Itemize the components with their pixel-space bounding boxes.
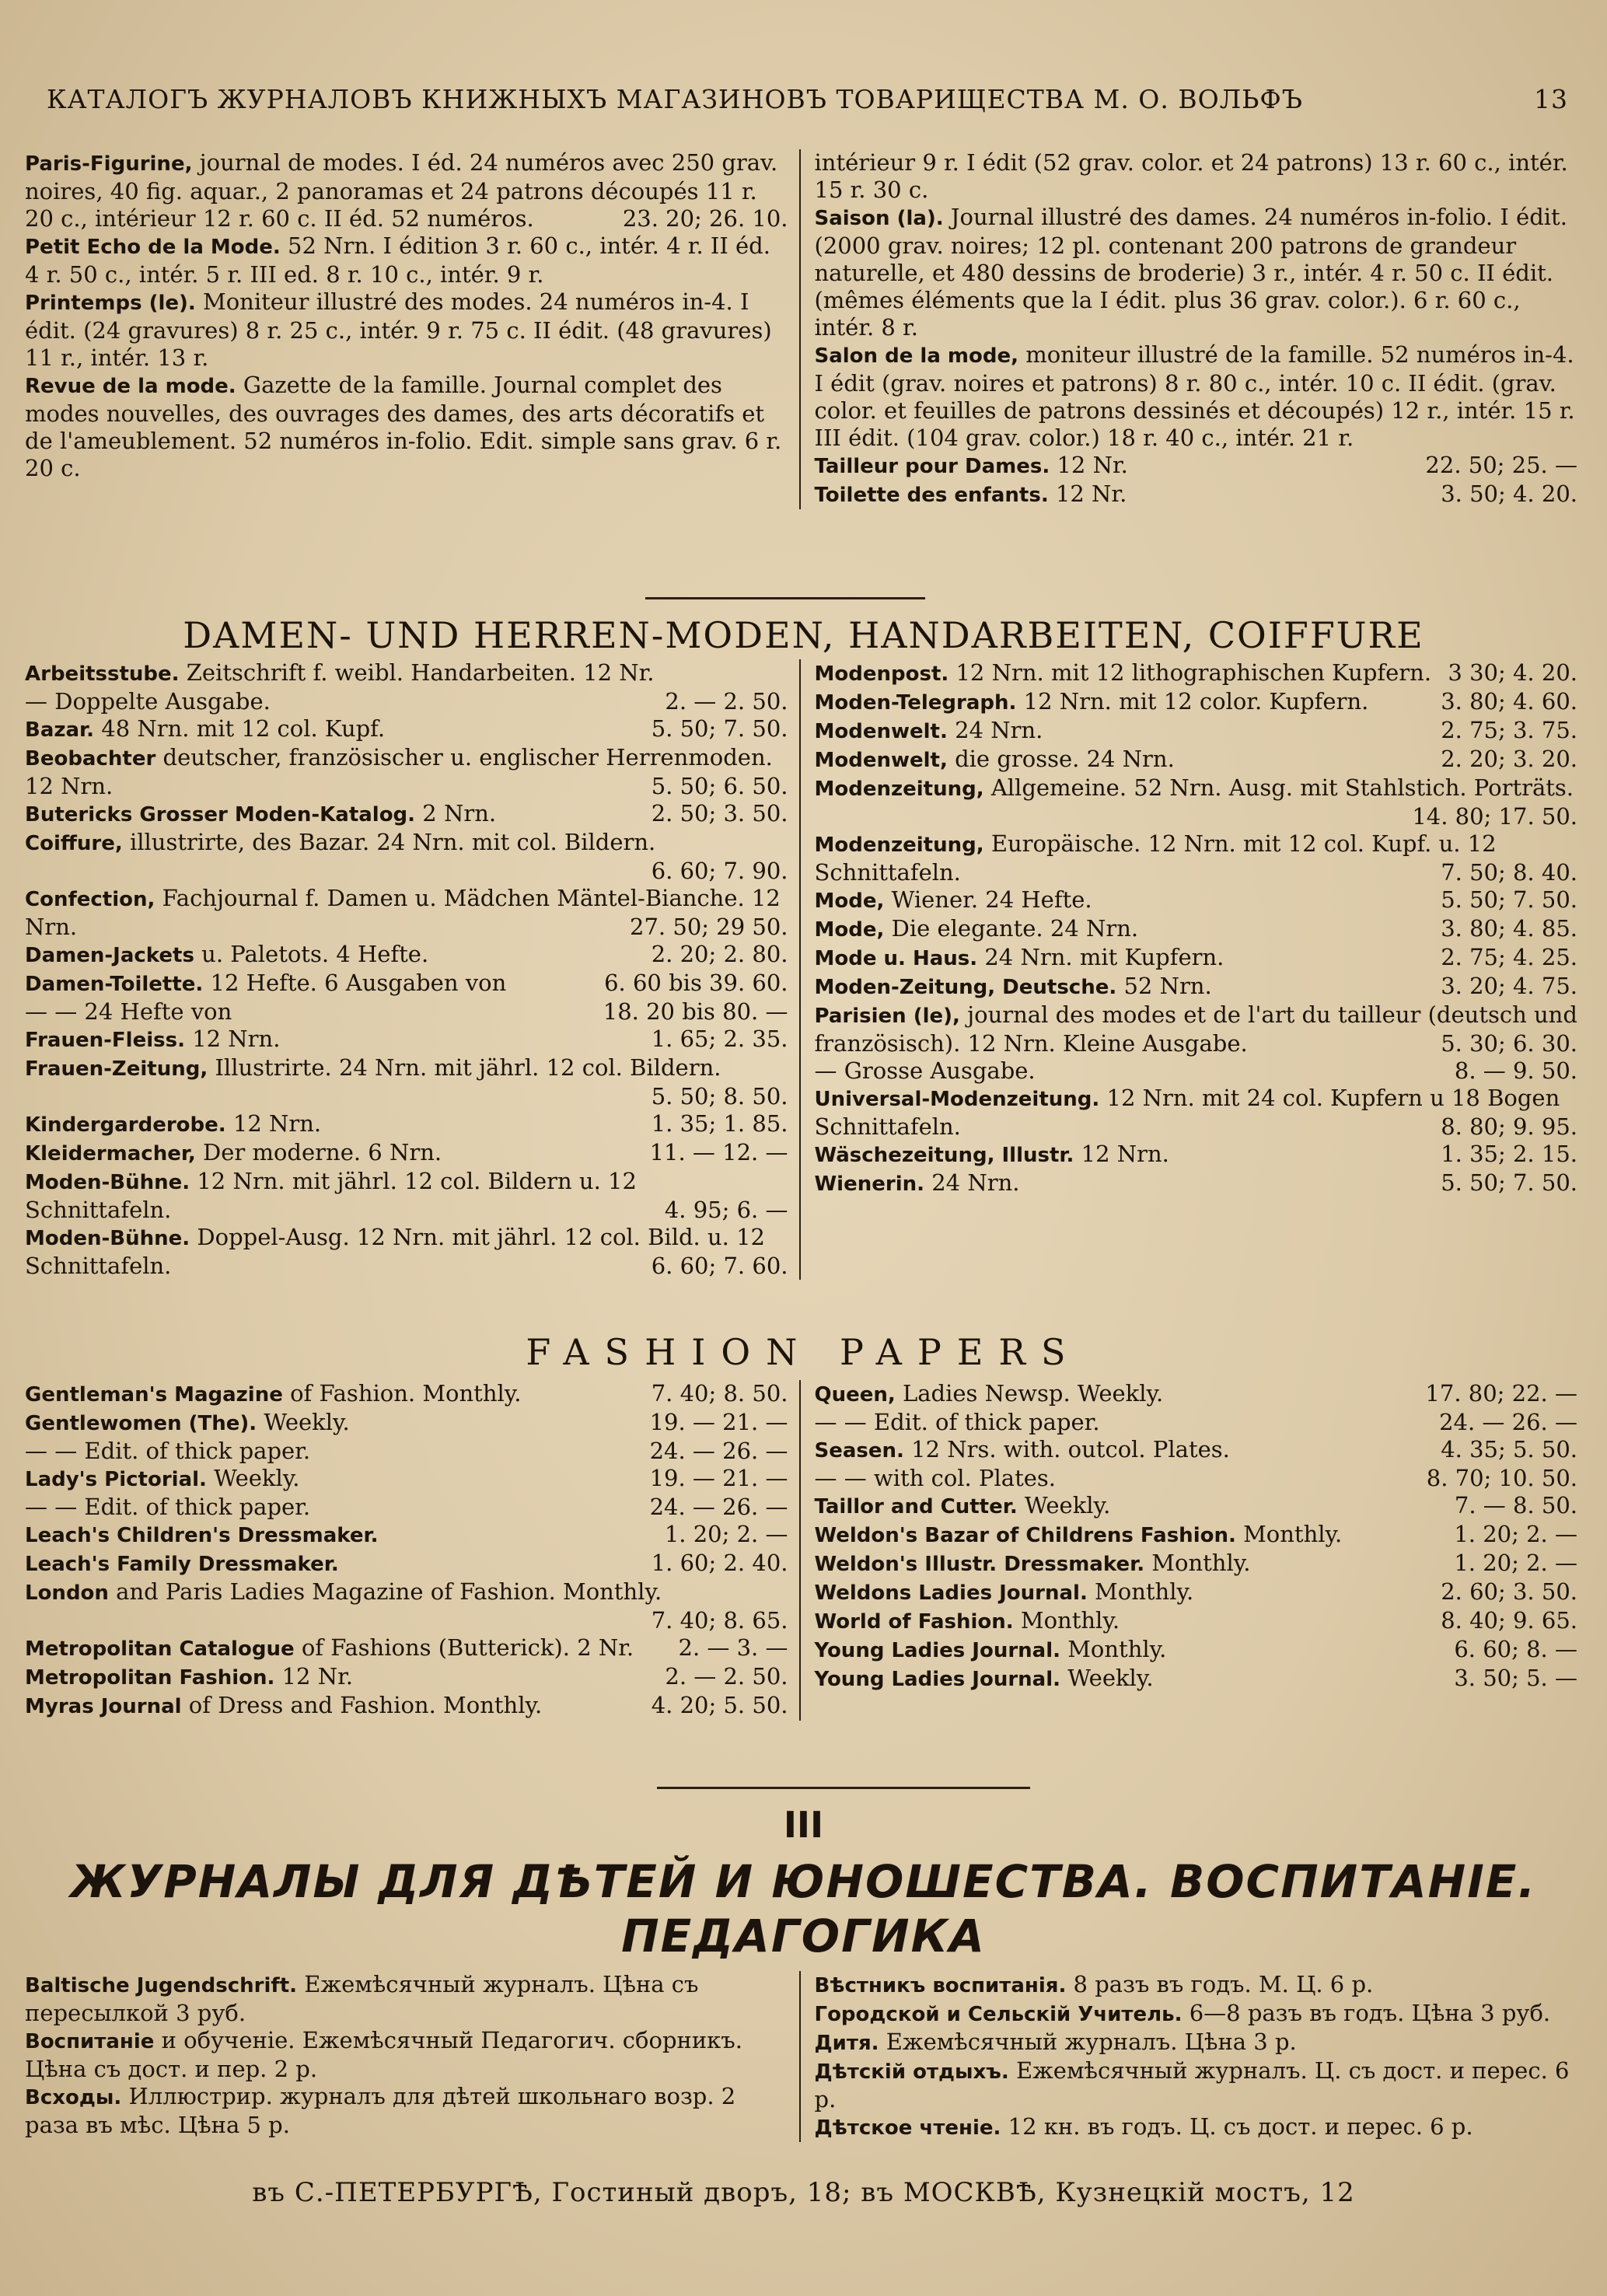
entry-title: Mode, (814, 889, 885, 913)
catalog-entry (815, 774, 1578, 830)
entry-description: Fachjournal f. Damen u. Mädchen Mäntel-Bianche. 12 Nrn. (25, 885, 781, 940)
entry-title: Beobachter (25, 747, 156, 771)
entry-description: 12 Nr. (1055, 481, 1127, 507)
entry-price: 14. 80; 17. 50. (1412, 803, 1577, 830)
catalog-entry (815, 1085, 1578, 1141)
catalog-entry (815, 2057, 1578, 2113)
entry-title: Toilette des enfants. (814, 484, 1049, 507)
entry-price: 22. 50; 25. — (1425, 452, 1577, 478)
section3-right-column (801, 1380, 1578, 1721)
entry-title: Weldons Ladies Journal. (814, 1581, 1088, 1605)
catalog-entry (25, 1168, 788, 1224)
catalog-entry (815, 886, 1578, 915)
section2-right-column (801, 659, 1578, 1280)
catalog-entry (25, 1224, 788, 1280)
catalog-entry (815, 1550, 1578, 1578)
entry-description: u. Paletots. 4 Hefte. (201, 941, 429, 967)
catalog-entry (815, 688, 1578, 717)
catalog-entry (815, 1465, 1578, 1492)
entry-description: journal des modes et de l'art du tailleur (deutsch und französisch). 12 Nrn. Kleine Ausgabe. (814, 1001, 1577, 1057)
entry-price: 24. — 26. — (649, 1438, 788, 1464)
entry-description: Der moderne. 6 Nrn. (202, 1139, 442, 1165)
entry-price: 5. 50; 7. 50. (651, 715, 788, 742)
entry-description: Ежемѣсячный журналъ. Цѣна съ пересылкой 3 руб. (25, 1971, 699, 2026)
catalog-entry (25, 885, 788, 941)
entry-title: London (25, 1581, 109, 1605)
catalog-entry (25, 659, 788, 688)
entry-title: Damen-Jackets (25, 944, 194, 967)
entry-title: Young Ladies Journal. (814, 1639, 1060, 1662)
entry-description: 6—8 разъ въ годъ. Цѣна 3 руб. (1189, 2000, 1551, 2026)
entry-title: Printemps (le). (25, 292, 196, 315)
catalog-entry (815, 717, 1578, 746)
entry-description: Weekly. (1067, 1665, 1154, 1691)
entry-price: 3. 50; 4. 20. (1441, 481, 1577, 507)
catalog-entry (25, 1409, 788, 1438)
entry-description: Wiener. 24 Hefte. (891, 886, 1092, 913)
catalog-entry (25, 1634, 788, 1663)
catalog-entry (25, 1110, 788, 1139)
entry-price: 2. 20; 3. 20. (1441, 746, 1577, 772)
entry-description: Ежемѣсячный журналъ. Цѣна 3 р. (886, 2029, 1297, 2055)
catalog-entry (815, 1169, 1578, 1198)
entry-price: 17. 80; 22. — (1425, 1380, 1577, 1407)
entry-description: Ladies Newsp. Weekly. (903, 1380, 1164, 1407)
catalog-entry (815, 1665, 1578, 1693)
catalog-entry (815, 1492, 1578, 1521)
entry-price: 8. — 9. 50. (1454, 1057, 1577, 1084)
catalog-entry (815, 1057, 1578, 1085)
entry-description: Monthly. (1151, 1550, 1251, 1576)
section-title-children-line1: ЖУРНАЛЫ ДЛЯ ДѢТЕЙ И ЮНОШЕСТВА. ВОСПИТАНІЕ. (70, 1855, 1537, 1908)
entry-price: 11. — 12. — (649, 1139, 788, 1165)
entry-description: 24 Nrn. (955, 717, 1043, 743)
entry-description: Europäische. 12 Nrn. mit 12 col. Kupf. u. 12 Schnittafeln. (814, 830, 1497, 886)
entry-price: 3. 50; 5. — (1454, 1665, 1577, 1691)
entry-title: Myras Journal (25, 1695, 182, 1718)
entry-price: 4. 95; 6. — (664, 1197, 788, 1223)
entry-price: 5. 50; 6. 50. (651, 773, 788, 799)
entry-price: 7. 40; 8. 65. (651, 1607, 788, 1634)
entry-price: 1. 65; 2. 35. (651, 1026, 788, 1052)
entry-description: Journal illustré des dames. 24 numéros in-folio. I édit. (2000 grav. noires; 12 pl. contenant 200 patrons de grandeur naturelle, et 480 dessins de broderie) 3 r., intér. 4 r. 50 c. II édit. (mêmes éléments que la I édit. plus 36 grav. color.). 6 r. 60 c., intér. 8 r. (814, 204, 1567, 341)
entry-description: moniteur illustré de la famille. 52 numéros in-4. I édit (grav. noires et patrons) 8 r. 80 c., intér. 10 c. II édit. (grav. color. et feuilles de patrons dessinés et découpés) 12 r., intér. 15 r. III édit. (104 grav. color.) 18 r. 40 c., intér. 21 r. (814, 341, 1575, 451)
entry-description: Moniteur illustré des modes. 24 numéros in-4. I édit. (24 gravures) 8 r. 25 c., intér. 9 r. 75 c. II édit. (48 gravures) 11 r., intér. 13 r. (25, 288, 772, 371)
entry-price: 7. — 8. 50. (1454, 1492, 1577, 1518)
entry-title: Modenzeitung, (814, 833, 984, 857)
entry-description: и обученіе. Ежемѣсячный Педагогич. сборникъ. Цѣна съ дост. и пер. 2 р. (25, 2027, 742, 2082)
catalog-entry (815, 341, 1578, 452)
entry-title: Saison (la). (814, 207, 944, 230)
entry-description: 12 Hefte. 6 Ausgaben von (210, 970, 507, 996)
entry-description: Monthly. (1067, 1636, 1167, 1662)
entry-description: Monthly. (1243, 1521, 1343, 1547)
catalog-entry (815, 1380, 1578, 1409)
entry-price: 7. 40; 8. 50. (651, 1380, 788, 1407)
entry-description: Doppel-Ausg. 12 Nrn. mit jährl. 12 col. Bild. u. 12 Schnittafeln. (25, 1224, 765, 1279)
divider-rule (645, 597, 925, 599)
section3-left-column (25, 1380, 801, 1721)
section-title-children-line2: ПЕДАГОГИКА (621, 1910, 986, 1962)
entry-price: 8. 80; 9. 95. (1441, 1113, 1577, 1140)
section2-left-column (25, 659, 801, 1280)
entry-title: Moden-Bühne. (25, 1171, 190, 1194)
entry-title: Taillor and Cutter. (814, 1495, 1018, 1518)
entry-title: Damen-Toilette. (25, 973, 204, 996)
entry-title: Young Ladies Journal. (814, 1668, 1060, 1691)
catalog-entry (25, 1550, 788, 1578)
entry-price: 4. 20; 5. 50. (651, 1692, 788, 1718)
entry-description: of Fashion. Monthly. (290, 1380, 522, 1407)
catalog-entry (25, 2083, 788, 2139)
entry-title: Baltische Jugendschrift. (25, 1974, 297, 1997)
entry-description: Ежемѣсячный журналъ. Ц. съ дост. и перес. 6 р. (814, 2057, 1570, 2113)
entry-price: 1. 35; 1. 85. (651, 1110, 788, 1137)
entry-price: 1. 20; 2. — (1454, 1550, 1577, 1576)
entry-description: 52 Nrn. I édition 3 r. 60 c., intér. 4 r. II éd. 4 r. 50 c., intér. 5 r. III ed. 8 r. 10 c., intér. 9 r. (25, 232, 770, 288)
entry-description: 12 Nrn. (232, 1110, 322, 1137)
entry-title: Modenwelt. (814, 720, 948, 743)
entry-price: 3. 80; 4. 85. (1441, 915, 1577, 942)
section4-columns (25, 1971, 1577, 2142)
entry-title: Leach's Children's Dressmaker. (25, 1524, 379, 1547)
catalog-entry (815, 1971, 1578, 2000)
catalog-entry (815, 659, 1578, 688)
catalog-entry (815, 830, 1578, 886)
entry-price: 2. — 2. 50. (665, 1663, 788, 1690)
entry-description: Monthly. (1095, 1578, 1194, 1605)
block1-left-column (25, 149, 801, 509)
catalog-entry (25, 1026, 788, 1054)
entry-price: 19. — 21. — (649, 1465, 788, 1491)
catalog-entry (25, 800, 788, 829)
entry-title: Frauen-Fleiss. (25, 1029, 185, 1052)
entry-title: Wienerin. (814, 1172, 924, 1196)
entry-price: 2. 20; 2. 80. (651, 941, 788, 967)
entry-description: 12 Nrn. mit 12 color. Kupfern. (1023, 688, 1369, 715)
entry-title: Tailleur pour Dames. (814, 455, 1050, 478)
entry-title: Parisien (le), (814, 1005, 960, 1028)
catalog-entry (815, 1521, 1578, 1550)
entry-description: — Grosse Ausgabe. (814, 1057, 1036, 1084)
catalog-entry (25, 1054, 788, 1110)
entry-title: Butericks Grosser Moden-Katalog. (25, 803, 416, 826)
entry-price: 27. 50; 29 50. (630, 914, 788, 940)
entry-title: World of Fashion. (814, 1610, 1014, 1634)
entry-description: Weekly. (264, 1409, 350, 1435)
entry-price: 3. 80; 4. 60. (1441, 688, 1577, 715)
catalog-entry (815, 1141, 1578, 1169)
catalog-entry (815, 204, 1578, 341)
catalog-entry (25, 232, 788, 288)
entry-description: Weekly. (1024, 1492, 1111, 1518)
block1-columns (25, 149, 1577, 509)
catalog-entry (815, 915, 1578, 944)
entry-description: 2 Nrn. (422, 800, 497, 826)
running-header (47, 84, 1568, 114)
catalog-entry (25, 970, 788, 998)
section4-right-column (801, 1971, 1578, 2142)
catalog-entry (25, 1663, 788, 1692)
catalog-entry (25, 149, 788, 232)
entry-title: Gentleman's Magazine (25, 1383, 283, 1407)
entry-description: die grosse. 24 Nrn. (955, 746, 1175, 772)
entry-price: 5. 50; 7. 50. (1441, 886, 1577, 913)
catalog-entry (25, 1465, 788, 1494)
catalog-entry (815, 973, 1578, 1001)
entry-title: Moden-Telegraph. (814, 691, 1017, 715)
entry-description: 12 Nrs. with. outcol. Plates. (911, 1436, 1230, 1463)
entry-title: Воспитаніе (25, 2030, 155, 2053)
catalog-entry (25, 688, 788, 715)
entry-description: deutscher, französischer u. englischer Herrenmoden. 12 Nrn. (25, 744, 773, 799)
entry-price: 6. 60; 7. 60. (651, 1253, 788, 1279)
entry-price: 24. — 26. — (649, 1494, 788, 1520)
entry-description: Illustrirte. 24 Nrn. mit jährl. 12 col. Bildern. (215, 1054, 721, 1081)
catalog-entry (25, 715, 788, 744)
section4-left-column (25, 1971, 801, 2142)
catalog-entry (815, 452, 1578, 481)
entry-title: Petit Echo de la Mode. (25, 236, 281, 259)
catalog-entry (815, 1436, 1578, 1465)
entry-description: — Doppelte Ausgabe. (25, 688, 271, 715)
catalog-entry (815, 1001, 1578, 1057)
entry-price: 5. 50; 8. 50. (651, 1083, 788, 1110)
divider-rule-2 (657, 1787, 1030, 1789)
entry-description: Allgemeine. 52 Nrn. Ausg. mit Stahlstich. Porträts. (990, 774, 1574, 801)
entry-title: Mode, (814, 918, 885, 942)
entry-title: Seasen. (814, 1439, 904, 1463)
entry-title: Modenzeitung, (814, 778, 984, 801)
catalog-entry (25, 2027, 788, 2083)
entry-price: 8. 70; 10. 50. (1426, 1465, 1577, 1491)
entry-title: Metropolitan Catalogue (25, 1637, 295, 1661)
entry-title: Paris-Figurine, (25, 152, 193, 176)
entry-description: — — with col. Plates. (814, 1465, 1056, 1491)
entry-price: 2. 75; 3. 75. (1441, 717, 1577, 743)
entry-title: Metropolitan Fashion. (25, 1666, 275, 1690)
entry-title: Moden-Zeitung, Deutsche. (814, 976, 1117, 999)
catalog-entry (25, 1494, 788, 1521)
catalog-entry (815, 2000, 1578, 2029)
entry-title: Coiffure, (25, 832, 123, 855)
entry-description: 12 кн. въ годъ. Ц. съ дост. и перес. 6 р. (1008, 2113, 1473, 2140)
section-number: III (783, 1804, 824, 1846)
entry-title: Queen, (814, 1383, 896, 1407)
entry-title: Lady's Pictorial. (25, 1468, 207, 1491)
entry-price: 2. — 2. 50. (665, 688, 788, 715)
entry-description: 12 Nrn. (192, 1026, 281, 1052)
entry-title: Weldon's Illustr. Dressmaker. (814, 1553, 1145, 1576)
entry-title: Mode u. Haus. (814, 947, 978, 970)
entry-description: journal de modes. I éd. 24 numéros avec 250 grav. noires, 40 fig. aquar., 2 panoramas et 24 patrons découpés 11 r. 20 c., intérieur 12 r. 60 c. II éd. 52 numéros. (25, 149, 778, 232)
entry-price: 2. 60; 3. 50. (1441, 1578, 1577, 1605)
entry-price: 19. — 21. — (649, 1409, 788, 1435)
entry-price: 24. — 26. — (1439, 1409, 1577, 1435)
entry-description: illustrirte, des Bazar. 24 Nrn. mit col. Bildern. (129, 829, 656, 855)
catalog-entry (815, 1409, 1578, 1436)
entry-title: Вѣстникъ воспитанія. (814, 1974, 1067, 1997)
entry-price: 4. 35; 5. 50. (1441, 1436, 1577, 1463)
entry-title: Universal-Modenzeitung. (814, 1088, 1100, 1111)
entry-title: Moden-Bühne. (25, 1227, 190, 1250)
entry-description: — — Edit. of thick paper. (25, 1438, 311, 1464)
entry-description: 12 Nrn. mit 12 lithographischen Kupfern. (955, 659, 1432, 686)
catalog-entry (25, 1521, 788, 1550)
entry-title: Leach's Family Dressmaker. (25, 1553, 339, 1576)
entry-price: 7. 50; 8. 40. (1441, 859, 1577, 886)
entry-description: Monthly. (1020, 1607, 1120, 1634)
footer-address: въ С.-ПЕТЕРБУРГѢ, Гостиный дворъ, 18; въ МОСКВѢ, Кузнецкій мостъ, 12 (252, 2177, 1355, 2208)
catalog-entry (25, 1139, 788, 1168)
catalog-entry (25, 1971, 788, 2027)
entry-title: Всходы. (25, 2086, 122, 2109)
entry-description: — — Edit. of thick paper. (25, 1494, 311, 1520)
block1-right-column (801, 149, 1578, 509)
entry-price: 6. 60; 7. 90. (651, 858, 788, 884)
catalog-entry (815, 746, 1578, 774)
entry-title: Frauen-Zeitung, (25, 1057, 208, 1081)
entry-price: 1. 20; 2. — (1454, 1521, 1577, 1547)
entry-price: 6. 60; 8. — (1454, 1636, 1577, 1662)
catalog-entry (25, 941, 788, 970)
entry-title: Kleidermacher, (25, 1142, 196, 1165)
entry-title: Дѣтское чтеніе. (814, 2116, 1001, 2140)
entry-price: 8. 40; 9. 65. (1441, 1607, 1577, 1634)
entry-price: 1. 35; 2. 15. (1441, 1141, 1577, 1167)
entry-description: 52 Nrn. (1123, 973, 1212, 999)
catalog-entry (25, 288, 788, 372)
section-title-damen: DAMEN- UND HERREN-MODEN, HANDARBEITEN, COIFFURE (183, 614, 1424, 656)
catalog-entry (25, 744, 788, 800)
catalog-entry (25, 1578, 788, 1634)
entry-description: Weekly. (214, 1465, 300, 1491)
catalog-entry (25, 1380, 788, 1409)
entry-title: Revue de la mode. (25, 375, 236, 398)
catalog-entry (25, 829, 788, 885)
entry-price: 5. 50; 7. 50. (1441, 1169, 1577, 1196)
entry-title: Kindergarderobe. (25, 1113, 226, 1137)
entry-description: 12 Nrn. (1081, 1141, 1169, 1167)
entry-description: — — Edit. of thick paper. (814, 1409, 1100, 1435)
entry-price: 2. 75; 4. 25. (1441, 944, 1577, 970)
entry-description: Иллюстрир. журналъ для дѣтей школьнаго возр. 2 раза въ мѣс. Цѣна 5 р. (25, 2083, 736, 2138)
entry-title: Arbeitsstube. (25, 662, 180, 686)
header-title: КАТАЛОГЪ ЖУРНАЛОВЪ КНИЖНЫХЪ МАГАЗИНОВЪ ТОВАРИЩЕСТВА М. О. ВОЛЬФЪ (47, 84, 1304, 114)
catalog-entry (25, 998, 788, 1026)
entry-description: Gazette de la famille. Journal complet des modes nouvelles, des ouvrages des dames, des arts décoratifs et de l'ameublement. 52 numéros in-folio. Edit. simple sans grav. 6 r. 20 c. (25, 372, 782, 481)
entry-description: 12 Nrn. mit jährl. 12 col. Bildern u. 12 Schnittafeln. (25, 1168, 637, 1223)
entry-title: Городской и Сельскій Учитель. (814, 2003, 1183, 2026)
entry-title: Gentlewomen (The). (25, 1412, 257, 1435)
catalog-entry (815, 481, 1578, 509)
section3-columns (25, 1380, 1577, 1721)
entry-price: 5. 30; 6. 30. (1441, 1030, 1577, 1057)
entry-price: 3. 20; 4. 75. (1441, 973, 1577, 999)
entry-title: Modenwelt, (814, 749, 948, 772)
catalog-entry (815, 1636, 1578, 1665)
entry-description: 48 Nrn. mit 12 col. Kupf. (101, 715, 386, 742)
entry-description: and Paris Ladies Magazine of Fashion. Monthly. (116, 1578, 662, 1605)
entry-title: Wäschezeitung, Illustr. (814, 1144, 1074, 1167)
entry-price: 23. 20; 26. 10. (622, 205, 788, 232)
entry-price: 6. 60 bis 39. 60. (604, 970, 788, 996)
entry-description: Die elegante. 24 Nrn. (891, 915, 1139, 942)
entry-description: 12 Nrn. mit 24 col. Kupfern u 18 Bogen Schnittafeln. (814, 1085, 1560, 1140)
catalog-entry (25, 372, 788, 482)
entry-price: 2. 50; 3. 50. (651, 800, 788, 826)
entry-title: Confection, (25, 888, 155, 911)
entry-description: 12 Nr. (281, 1663, 353, 1690)
entry-price: 18. 20 bis 80. — (603, 998, 788, 1025)
section-title-fashion-papers: FASHION PAPERS (526, 1331, 1081, 1373)
entry-title: Дѣтскій отдыхъ. (814, 2060, 1009, 2084)
entry-description: Zeitschrift f. weibl. Handarbeiten. 12 Nr. (186, 659, 655, 686)
entry-description: 24 Nrn. (931, 1169, 1020, 1196)
entry-description: 12 Nr. (1057, 452, 1128, 478)
entry-title: Weldon's Bazar of Childrens Fashion. (814, 1524, 1236, 1547)
entry-description: of Fashions (Butterick). 2 Nr. (301, 1634, 634, 1661)
catalog-entry (815, 149, 1578, 204)
catalog-entry (815, 1607, 1578, 1636)
entry-description: — — 24 Hefte von (25, 998, 232, 1025)
catalog-entry (815, 2113, 1578, 2142)
catalog-entry (815, 2029, 1578, 2057)
entry-price: 1. 60; 2. 40. (651, 1550, 788, 1576)
catalog-entry (25, 1692, 788, 1721)
entry-price: 1. 20; 2. — (664, 1521, 788, 1547)
entry-title: Bazar. (25, 718, 95, 742)
entry-price: 2. — 3. — (678, 1634, 788, 1661)
entry-description: of Dress and Fashion. Monthly. (188, 1692, 543, 1718)
page-number: 13 (1534, 84, 1568, 114)
section2-columns (25, 659, 1577, 1280)
entry-description: intérieur 9 r. I édit (52 grav. color. et 24 patrons) 13 r. 60 c., intér. 15 r. 30 c. (814, 149, 1568, 203)
entry-title: Modenpost. (814, 662, 949, 686)
entry-description: 24 Nrn. mit Kupfern. (984, 944, 1224, 970)
entry-title: Дитя. (814, 2032, 879, 2055)
catalog-entry (815, 1578, 1578, 1607)
catalog-entry (815, 944, 1578, 973)
entry-title: Salon de la mode, (814, 344, 1018, 368)
catalog-entry (25, 1438, 788, 1465)
entry-description: 8 разъ въ годъ. М. Ц. 6 р. (1073, 1971, 1374, 1997)
entry-price: 3 30; 4. 20. (1448, 659, 1577, 686)
